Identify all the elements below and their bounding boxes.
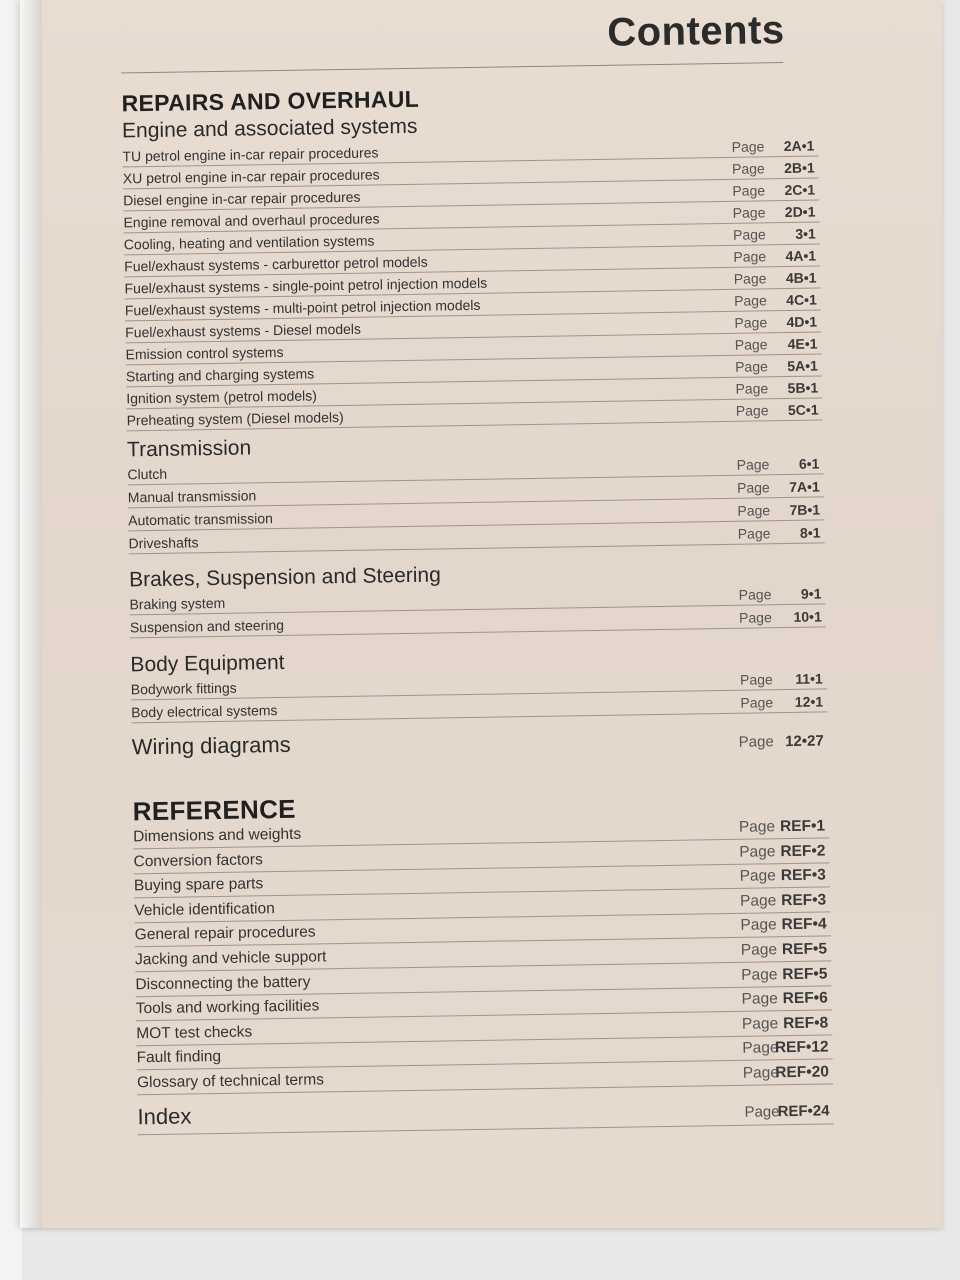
toc-entry-page: REF•3 [781,891,827,909]
page-word: Page [737,525,771,542]
toc-entry-page: REF•12 [774,1038,829,1057]
toc-entry-page: 10•1 [793,608,822,625]
title-rule [121,62,783,73]
toc-entry-page: 7A•1 [789,478,820,495]
page-word: Page [742,1039,779,1058]
toc-entry-label: Braking system [129,594,226,613]
page-word: Page [734,314,768,331]
toc-entry-label: MOT test checks [136,1023,253,1043]
page-word: Page [741,1015,779,1033]
page-word: Page [738,818,776,836]
toc-entry-page: 9•1 [800,585,822,602]
index-page: REF•24 [777,1102,830,1121]
toc-entry-label: Clutch [127,465,168,483]
page-word: Page [732,226,766,243]
index-row [137,1093,833,1135]
toc-entry-label: Preheating system (Diesel models) [126,408,344,429]
toc-entry-page: 11•1 [795,670,823,687]
page-word: Page [739,892,777,910]
book-page [20,0,942,1228]
toc-entry-label: Glossary of technical terms [136,1071,325,1092]
toc-entry-label: Tools and working facilities [135,997,320,1018]
toc-entry-page: REF•4 [781,915,827,934]
toc-entry-page: 8•1 [799,524,821,541]
toc-entry-label: Fuel/exhaust systems - single-point petrol injection models [124,274,488,297]
toc-entry-page: 4C•1 [786,291,817,309]
section-heading-engine: Engine and associated systems [121,114,418,143]
toc-entry-page: REF•3 [780,866,826,885]
page-word: Page [735,380,769,397]
toc-entry-label: Vehicle identification [134,899,275,920]
page-word: Page [738,733,774,751]
toc-entry-label: Buying spare parts [133,875,264,895]
toc-entry-label: Fuel/exhaust systems - Diesel models [125,320,362,341]
toc-entry-label: Manual transmission [127,487,257,506]
toc-entry-page: REF•1 [779,817,826,836]
toc-entry-page: REF•2 [780,842,826,860]
toc-entry-label: General repair procedures [134,923,316,944]
toc-entry-label: XU petrol engine in-car repair procedures [122,166,380,187]
page-word: Page [741,965,778,984]
toc-entry-page: REF•20 [775,1063,830,1082]
wiring-diagrams-label: Wiring diagrams [131,731,291,760]
page-word: Page [731,160,765,177]
page-word: Page [738,609,772,626]
toc-entry-page: REF•6 [782,989,828,1008]
page-word: Page [739,842,776,861]
toc-entry-label: Automatic transmission [128,510,274,529]
group-title-reference: REFERENCE [132,793,297,827]
page-word: Page [740,694,774,711]
page-word: Page [742,1064,780,1082]
toc-entry-label: Emission control systems [125,343,284,363]
page-word: Page [739,867,776,885]
page-word: Page [744,1103,780,1121]
page-word: Page [736,456,770,473]
toc-entry-page: 2B•1 [784,159,815,177]
toc-entry-label: Diesel engine in-car repair procedures [123,188,361,209]
toc-entry-page: 12•1 [794,693,824,710]
toc-entry-label: Jacking and vehicle support [134,948,327,969]
toc-entry-page: REF•8 [782,1014,829,1032]
toc-entry-label: Bodywork fittings [130,679,237,698]
wiring-diagrams-page: 12•27 [784,732,824,751]
toc-entry-label: Engine removal and overhaul procedures [123,210,380,231]
page-word: Page [740,916,777,935]
page-word: Page [740,941,778,959]
toc-entry-label: Cooling, heating and ventilation systems [123,232,375,253]
wiring-diagrams-row [132,723,828,764]
toc-entry-page: 3•1 [795,225,816,242]
toc-entry-page: 4E•1 [787,335,818,352]
page-word: Page [734,336,768,353]
toc-entry-page: 2D•1 [784,203,816,221]
toc-entry-page: 2C•1 [784,181,816,199]
page-word: Page [738,586,772,603]
toc-entry-label: Conversion factors [133,850,263,870]
toc-entry-page: 4D•1 [786,313,818,330]
toc-entry-page: 4B•1 [785,269,817,287]
contents-page [20,0,960,1228]
toc-entry-label: Starting and charging systems [125,365,315,385]
toc-entry-label: Driveshafts [128,534,199,552]
page-word: Page [735,402,769,419]
toc-entry-label: Fuel/exhaust systems - multi-point petrol injection models [124,296,481,319]
page-word: Page [736,479,770,496]
page-word: Page [733,292,767,309]
section-heading-brakes: Brakes, Suspension and Steering [128,563,441,592]
toc-entry-label: Dimensions and weights [133,825,302,846]
toc-entry-page: REF•5 [782,965,828,983]
toc-entry-page: 7B•1 [789,501,821,518]
page-word: Page [732,204,766,221]
page-word: Page [737,502,771,519]
toc-entry-page: 6•1 [798,455,820,472]
toc-entry-page: 5C•1 [787,401,819,418]
toc-entry-page: 4A•1 [785,247,817,265]
page-word: Page [732,182,766,199]
page-word: Page [733,270,767,287]
section-heading-body: Body Equipment [130,650,285,677]
toc-entry-page: REF•5 [781,940,828,959]
toc-entry-page: 5B•1 [787,379,819,396]
toc-entry-label: Fuel/exhaust systems - carburettor petrol models [124,253,428,275]
toc-entry-label: Ignition system (petrol models) [126,387,318,407]
toc-entry-label: Disconnecting the battery [135,973,311,993]
page-word: Page [733,248,767,265]
page-title: Contents [606,7,785,55]
index-label: Index [137,1103,192,1130]
section-heading-transmission: Transmission [126,436,252,462]
toc-entry-label: TU petrol engine in-car repair procedures [122,144,379,165]
toc-entry-label: Suspension and steering [129,616,285,636]
toc-entry-page: 2A•1 [783,137,815,155]
toc-entry-label: Body electrical systems [131,702,278,721]
page-word: Page [741,990,778,1008]
toc-entry-label: Fault finding [136,1048,222,1067]
page-word: Page [739,671,773,688]
toc-entry-page: 5A•1 [787,357,818,374]
page-word: Page [731,138,765,155]
group-title-repairs: REPAIRS AND OVERHAUL [121,85,420,117]
page-word: Page [735,358,768,375]
